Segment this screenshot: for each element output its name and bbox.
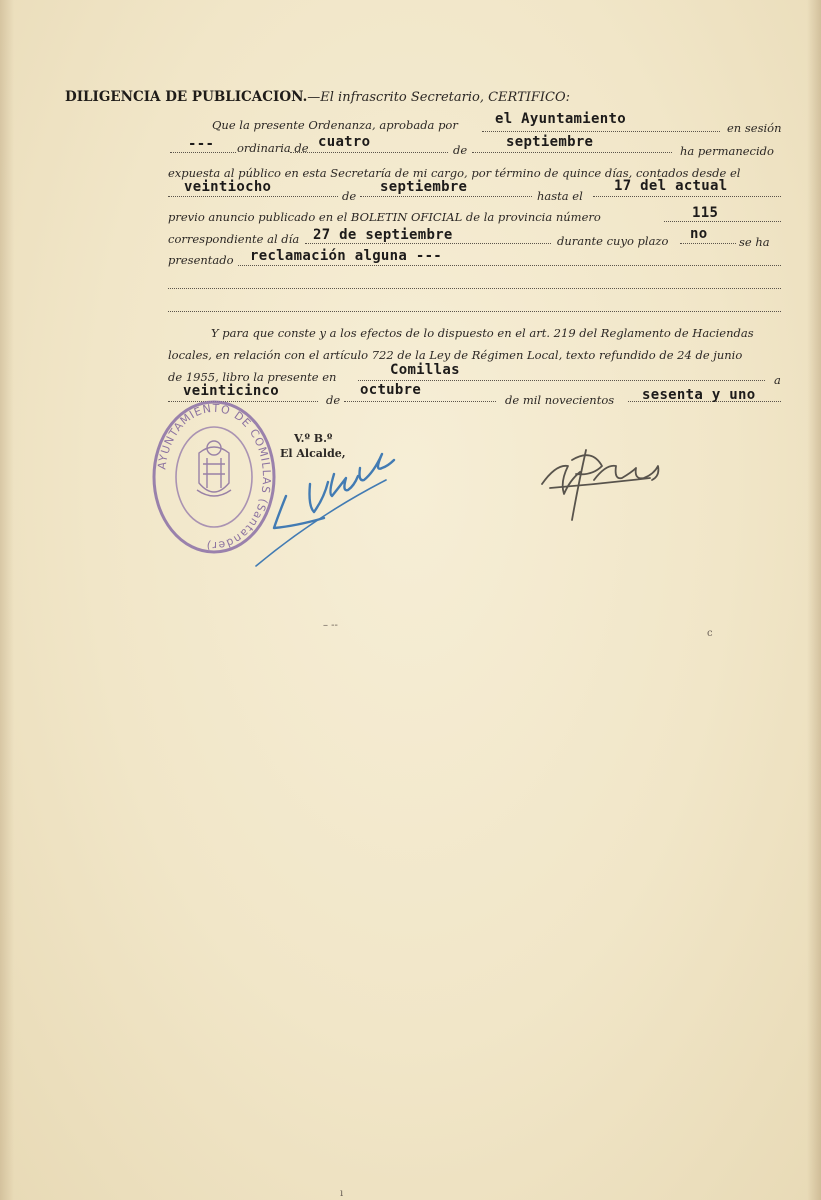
text-line-2b: de [453, 143, 468, 157]
typed-bulletin-date: 27 de septiembre [313, 227, 453, 243]
document-heading [65, 86, 570, 105]
typed-place: Comillas [390, 362, 460, 378]
text-para2-line3a: de 1955, libro la presente en [168, 370, 337, 384]
typed-month: septiembre [506, 134, 594, 150]
text-line-7a: presentado [168, 253, 234, 267]
typed-issue-month: octubre [360, 382, 422, 398]
fill-line [482, 131, 720, 132]
fill-line [680, 243, 736, 244]
fill-line [344, 401, 496, 402]
text-para2-line4b: de mil novecientos [505, 393, 615, 407]
typed-approved-by: el Ayuntamiento [495, 111, 626, 127]
typed-issue-year: sesenta y uno [642, 387, 756, 403]
fill-line [168, 196, 338, 197]
typed-until: 17 del actual [614, 178, 728, 194]
text-line-6c: se ha [739, 235, 770, 249]
fill-line [664, 221, 781, 222]
blank-line [168, 311, 781, 312]
text-line-4a: de [342, 189, 357, 203]
approval-label: V.º B.º [294, 432, 333, 445]
fill-line [170, 152, 236, 153]
mayor-signature [250, 440, 410, 570]
fill-line [238, 265, 781, 266]
text-para2-line1: Y para que conste y a los efectos de lo dispuesto en el art. 219 del Reglamento de Haciendas [211, 326, 754, 340]
text-line-4b: hasta el [537, 189, 583, 203]
text-line-1b: en sesión [727, 121, 782, 135]
typed-claims-detail: reclamación alguna --- [250, 248, 443, 264]
fill-line [472, 152, 672, 153]
typed-bulletin-number: 115 [692, 205, 719, 221]
fill-line [360, 196, 532, 197]
stray-mark: – -- [323, 620, 338, 631]
text-line-6b: durante cuyo plazo [557, 234, 669, 248]
svg-text:AYUNTAMIENTO DE COMILLAS (Sant: AYUNTAMIENTO DE COMILLAS (Santander) [155, 401, 274, 553]
fill-line [593, 196, 781, 197]
typed-session-type: --- [188, 136, 215, 152]
fill-line [358, 380, 765, 381]
text-line-6a: correspondiente al día [168, 232, 300, 246]
text-para2-line3b: a [774, 373, 781, 387]
stray-mark: ⅽ [707, 628, 713, 639]
secretary-signature [532, 440, 672, 530]
page-edge-right [807, 0, 821, 1200]
fill-line [290, 152, 448, 153]
heading-certification: —El infrascrito Secretario, CERTIFICO: [307, 90, 571, 105]
text-para2-line4a: de [326, 393, 341, 407]
mayor-label: El Alcalde, [280, 447, 346, 460]
typed-issue-day: veinticinco [183, 383, 280, 399]
text-line-5: previo anuncio publicado en el BOLETIN OFICIAL de la provincia número [168, 210, 601, 224]
text-line-3: expuesta al público en esta Secretaría de mi cargo, por término de quince días, contados desde el [168, 166, 741, 180]
text-line-2a: ordinaria de [237, 141, 309, 155]
text-para2-line2: locales, en relación con el artículo 722 de la Ley de Régimen Local, texto refundido de 24 de junio [168, 348, 743, 362]
heading-title: DILIGENCIA DE PUBLICACION. [65, 89, 308, 105]
fill-line [305, 243, 551, 244]
page-edge-left [0, 0, 14, 1200]
typed-claims: no [690, 226, 708, 242]
typed-from-day: veintiocho [184, 179, 272, 195]
typed-day: cuatro [318, 134, 371, 150]
text-line-2c: ha permanecido [680, 144, 774, 158]
text-line-1a: Que la presente Ordenanza, aprobada por [212, 118, 458, 132]
stray-mark: ı [340, 1188, 344, 1199]
typed-from-month: septiembre [380, 179, 468, 195]
blank-line [168, 288, 781, 289]
